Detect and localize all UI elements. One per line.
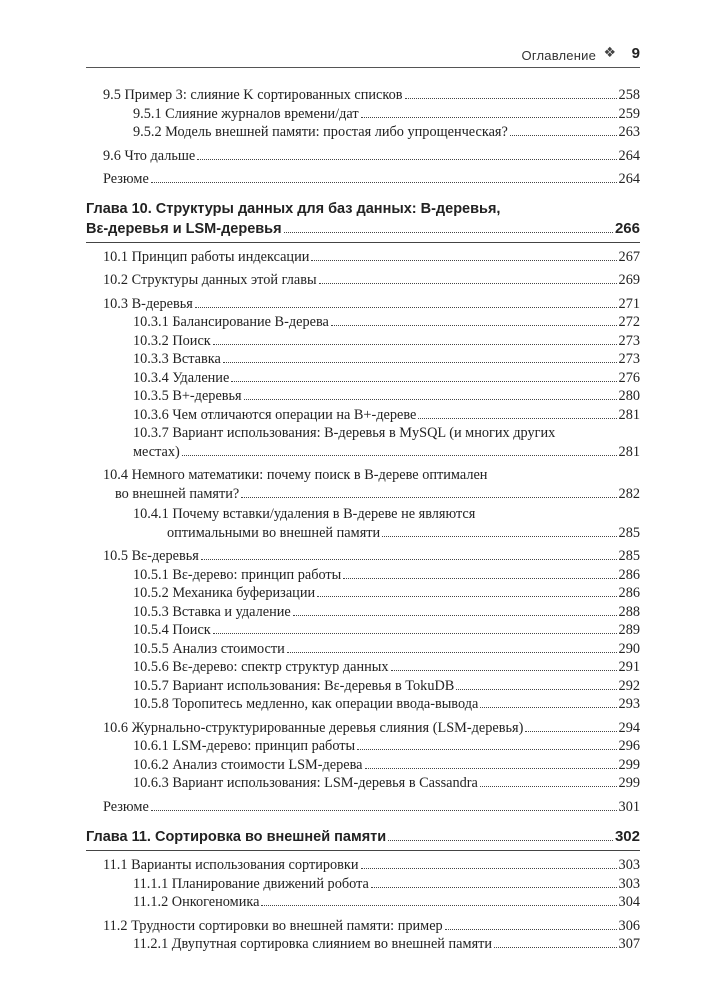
toc-entry-title: 11.1.2 Онкогеномика: [133, 894, 260, 910]
toc-leader-dots: [201, 559, 617, 560]
toc-leader-dots: [284, 232, 613, 233]
chapter-heading[interactable]: [86, 219, 640, 239]
toc-entry-title: оптимальными во внешней памяти: [167, 524, 381, 541]
toc-entry-page: 285: [618, 524, 640, 541]
toc-leader-dots: [241, 497, 616, 498]
toc-leader-dots: [182, 455, 617, 456]
toc-entry[interactable]: [86, 147, 640, 166]
chapter-heading-line1: Глава 10. Структуры данных для баз данных: B-деревья,: [86, 200, 501, 217]
toc-entry-page: 290: [618, 640, 640, 657]
toc-entry-title: 10.5.6 Bε-дерево: спектр структур данных: [133, 659, 389, 675]
toc-entry-title-line1: 10.3.7 Вариант использования: B-деревья в MySQL (и многих других: [133, 425, 556, 441]
toc-entry-page: 258: [618, 87, 640, 103]
toc-entry-page: 267: [618, 248, 640, 265]
toc-entry-title: 10.6 Журнально-структурированные деревья слияния (LSM-деревья): [103, 719, 524, 736]
toc-leader-dots: [261, 905, 616, 906]
toc-entry[interactable]: [86, 658, 640, 677]
toc-entry-title-line1: 10.4 Немного математики: почему поиск в B-дереве оптимален: [103, 467, 488, 483]
toc-leader-dots: [418, 418, 616, 419]
toc-entry-page: 282: [618, 485, 640, 502]
toc-entry-page: 299: [618, 756, 640, 773]
toc-entry[interactable]: [86, 332, 640, 351]
toc-entry[interactable]: [86, 369, 640, 388]
toc-entry[interactable]: [86, 123, 640, 142]
toc-entry[interactable]: [86, 856, 640, 875]
toc-leader-dots: [456, 689, 616, 690]
toc-entry[interactable]: [86, 524, 640, 543]
toc-entry-title: 10.3.3 Вставка: [133, 351, 221, 367]
toc-leader-dots: [231, 381, 616, 382]
toc-leader-dots: [317, 596, 616, 597]
toc-entry-title: 11.2.1 Двупутная сортировка слиянием во внешней памяти: [133, 936, 493, 952]
toc-leader-dots: [365, 768, 617, 769]
toc-entry-title: 10.5 Bε-деревья: [103, 548, 199, 564]
toc-entry-title: 10.3.1 Балансирование B-дерева: [133, 314, 329, 330]
toc-entry-page: 281: [618, 443, 640, 460]
toc-entry[interactable]: [86, 875, 640, 894]
toc-entry-page: 293: [618, 696, 640, 712]
toc-entry-title: 10.3.4 Удаление: [133, 369, 230, 386]
toc-entry[interactable]: [86, 893, 640, 912]
chapter-divider: [86, 242, 640, 243]
toc-entry-title: 10.5.5 Анализ стоимости: [133, 640, 285, 657]
toc-leader-dots: [510, 135, 617, 136]
toc-entry-page: 259: [618, 105, 640, 122]
chapter-heading-title: Bε-деревья и LSM-деревья: [86, 220, 282, 237]
toc-leader-dots: [343, 578, 616, 579]
toc-entry-title: Резюме: [103, 171, 149, 187]
toc-entry-page: 263: [618, 124, 640, 140]
toc-entry-title: 10.5.4 Поиск: [133, 622, 211, 638]
toc-entry[interactable]: [86, 443, 640, 462]
toc-entry-page: 264: [618, 147, 640, 164]
toc-entry[interactable]: [86, 640, 640, 659]
toc-entry-title: 9.5.1 Слияние журналов времени/дат: [133, 105, 359, 122]
toc-entry[interactable]: [86, 271, 640, 290]
toc-entry-page: 289: [618, 622, 640, 638]
toc-entry-page: 296: [618, 738, 640, 754]
toc-entry[interactable]: [86, 756, 640, 775]
toc-entry-page: 303: [618, 875, 640, 892]
toc-leader-dots: [480, 786, 617, 787]
toc-leader-dots: [197, 159, 616, 160]
toc-entry[interactable]: [86, 86, 640, 105]
toc-entry-title: во внешней памяти?: [115, 485, 240, 502]
toc-entry-title: 11.1.1 Планирование движений робота: [133, 875, 369, 892]
toc-entry[interactable]: [86, 798, 640, 817]
running-header-title: Оглавление: [521, 48, 596, 63]
toc-entry-title: 10.3.5 B+-деревья: [133, 388, 242, 404]
toc-leader-dots: [405, 98, 617, 99]
toc-entry-title: 10.3 B-деревья: [103, 295, 193, 312]
chapter-divider: [86, 850, 640, 851]
toc-entry-page: 264: [618, 171, 640, 187]
toc-leader-dots: [213, 344, 617, 345]
toc-entry-page: 269: [618, 272, 640, 288]
toc-leader-dots: [361, 117, 617, 118]
toc-entry[interactable]: [86, 485, 640, 504]
toc-entry-title: 9.5.2 Модель внешней памяти: простая либо упрощенческая?: [133, 124, 508, 140]
toc-leader-dots: [525, 731, 616, 732]
toc-leader-dots: [151, 182, 617, 183]
toc-entry-page: 273: [618, 332, 640, 349]
toc-entry[interactable]: [86, 935, 640, 954]
toc-entry-title: 10.1 Принцип работы индексации: [103, 248, 310, 265]
chapter-heading-title: Глава 11. Сортировка во внешней памяти: [86, 829, 387, 845]
toc-entry[interactable]: [86, 170, 640, 189]
toc-entry-title: 9.6 Что дальше: [103, 147, 196, 164]
toc-entry-page: 280: [618, 388, 640, 404]
toc-entry-page: 286: [618, 566, 640, 583]
toc-entry[interactable]: [86, 774, 640, 793]
toc-entry[interactable]: [86, 248, 640, 267]
toc-leader-dots: [287, 652, 617, 653]
table-of-contents: [86, 86, 640, 954]
toc-entry-page: 306: [618, 917, 640, 934]
toc-leader-dots: [391, 670, 617, 671]
toc-entry-page: 286: [618, 585, 640, 601]
toc-leader-dots: [213, 633, 617, 634]
toc-entry[interactable]: [86, 695, 640, 714]
toc-entry-page: 291: [618, 659, 640, 675]
toc-leader-dots: [331, 325, 617, 326]
toc-entry[interactable]: [86, 566, 640, 585]
toc-entry-title: 10.6.1 LSM-дерево: принцип работы: [133, 738, 356, 754]
toc-entry[interactable]: [86, 313, 640, 332]
toc-entry-title: Резюме: [103, 798, 149, 815]
toc-leader-dots: [195, 307, 617, 308]
toc-leader-dots: [357, 749, 616, 750]
toc-entry[interactable]: [86, 621, 640, 640]
toc-entry-title: 10.5.2 Механика буферизации: [133, 585, 316, 601]
toc-entry-page: 285: [618, 548, 640, 564]
toc-entry[interactable]: [86, 547, 640, 566]
toc-entry[interactable]: [86, 737, 640, 756]
toc-entry[interactable]: [86, 677, 640, 696]
toc-entry-title: 10.5.3 Вставка и удаление: [133, 603, 291, 620]
toc-entry[interactable]: [86, 917, 640, 936]
toc-entry-page: 292: [618, 677, 640, 694]
toc-leader-dots: [361, 868, 617, 869]
toc-leader-dots: [311, 260, 616, 261]
toc-entry-page: 301: [618, 798, 640, 815]
toc-entry-page: 271: [618, 295, 640, 312]
toc-entry[interactable]: [86, 387, 640, 406]
toc-entry[interactable]: [86, 295, 640, 314]
toc-entry[interactable]: [86, 406, 640, 425]
toc-entry-title: 11.1 Варианты использования сортировки: [103, 857, 359, 873]
toc-leader-dots: [388, 840, 613, 841]
toc-entry-title: 10.2 Структуры данных этой главы: [103, 272, 317, 288]
diamond-ornament-icon: ❖: [603, 45, 616, 61]
toc-entry[interactable]: [86, 603, 640, 622]
toc-leader-dots: [244, 399, 617, 400]
toc-entry-title: 10.3.6 Чем отличаются операции на B+-дереве: [133, 406, 417, 423]
toc-entry[interactable]: [86, 719, 640, 738]
page-number: 9: [631, 45, 640, 62]
running-header: [86, 45, 640, 68]
toc-entry-page: 288: [618, 603, 640, 620]
toc-entry-title-line1: 10.4.1 Почему вставки/удаления в B-дереве не являются: [133, 506, 476, 522]
toc-entry-page: 272: [618, 314, 640, 330]
toc-entry-title: 10.6.2 Анализ стоимости LSM-дерева: [133, 756, 363, 773]
toc-entry-page: 273: [618, 351, 640, 367]
toc-entry-title: 10.3.2 Поиск: [133, 332, 211, 349]
toc-leader-dots: [293, 615, 617, 616]
chapter-heading-page: 266: [614, 219, 640, 237]
toc-entry-title: 11.2 Трудности сортировки во внешней памяти: пример: [103, 917, 443, 934]
toc-entry-page: 294: [618, 719, 640, 736]
toc-entry-page: 299: [618, 775, 640, 791]
toc-leader-dots: [223, 362, 617, 363]
toc-entry-title: местах): [133, 443, 180, 460]
toc-leader-dots: [445, 929, 617, 930]
chapter-heading-page: 302: [614, 828, 640, 845]
toc-entry-page: 304: [618, 894, 640, 910]
toc-entry-page: 303: [618, 857, 640, 873]
toc-entry[interactable]: [86, 584, 640, 603]
toc-leader-dots: [494, 947, 617, 948]
toc-entry-title: 10.5.7 Вариант использования: Bε-деревья в TokuDB: [133, 677, 455, 694]
toc-entry-title: 10.5.8 Торопитесь медленно, как операции ввода-вывода: [133, 696, 479, 712]
toc-entry-page: 276: [618, 369, 640, 386]
toc-leader-dots: [371, 887, 617, 888]
toc-leader-dots: [319, 283, 617, 284]
toc-entry[interactable]: [86, 350, 640, 369]
toc-leader-dots: [151, 810, 617, 811]
toc-entry-title: 10.5.1 Bε-дерево: принцип работы: [133, 566, 342, 583]
toc-entry[interactable]: [86, 105, 640, 124]
toc-leader-dots: [480, 707, 616, 708]
toc-leader-dots: [382, 536, 616, 537]
toc-entry-page: 307: [618, 936, 640, 952]
toc-entry-page: 281: [618, 406, 640, 423]
chapter-heading[interactable]: [86, 827, 640, 847]
toc-entry-title: 10.6.3 Вариант использования: LSM-деревья в Cassandra: [133, 775, 478, 791]
toc-entry-title: 9.5 Пример 3: слияние K сортированных списков: [103, 87, 403, 103]
